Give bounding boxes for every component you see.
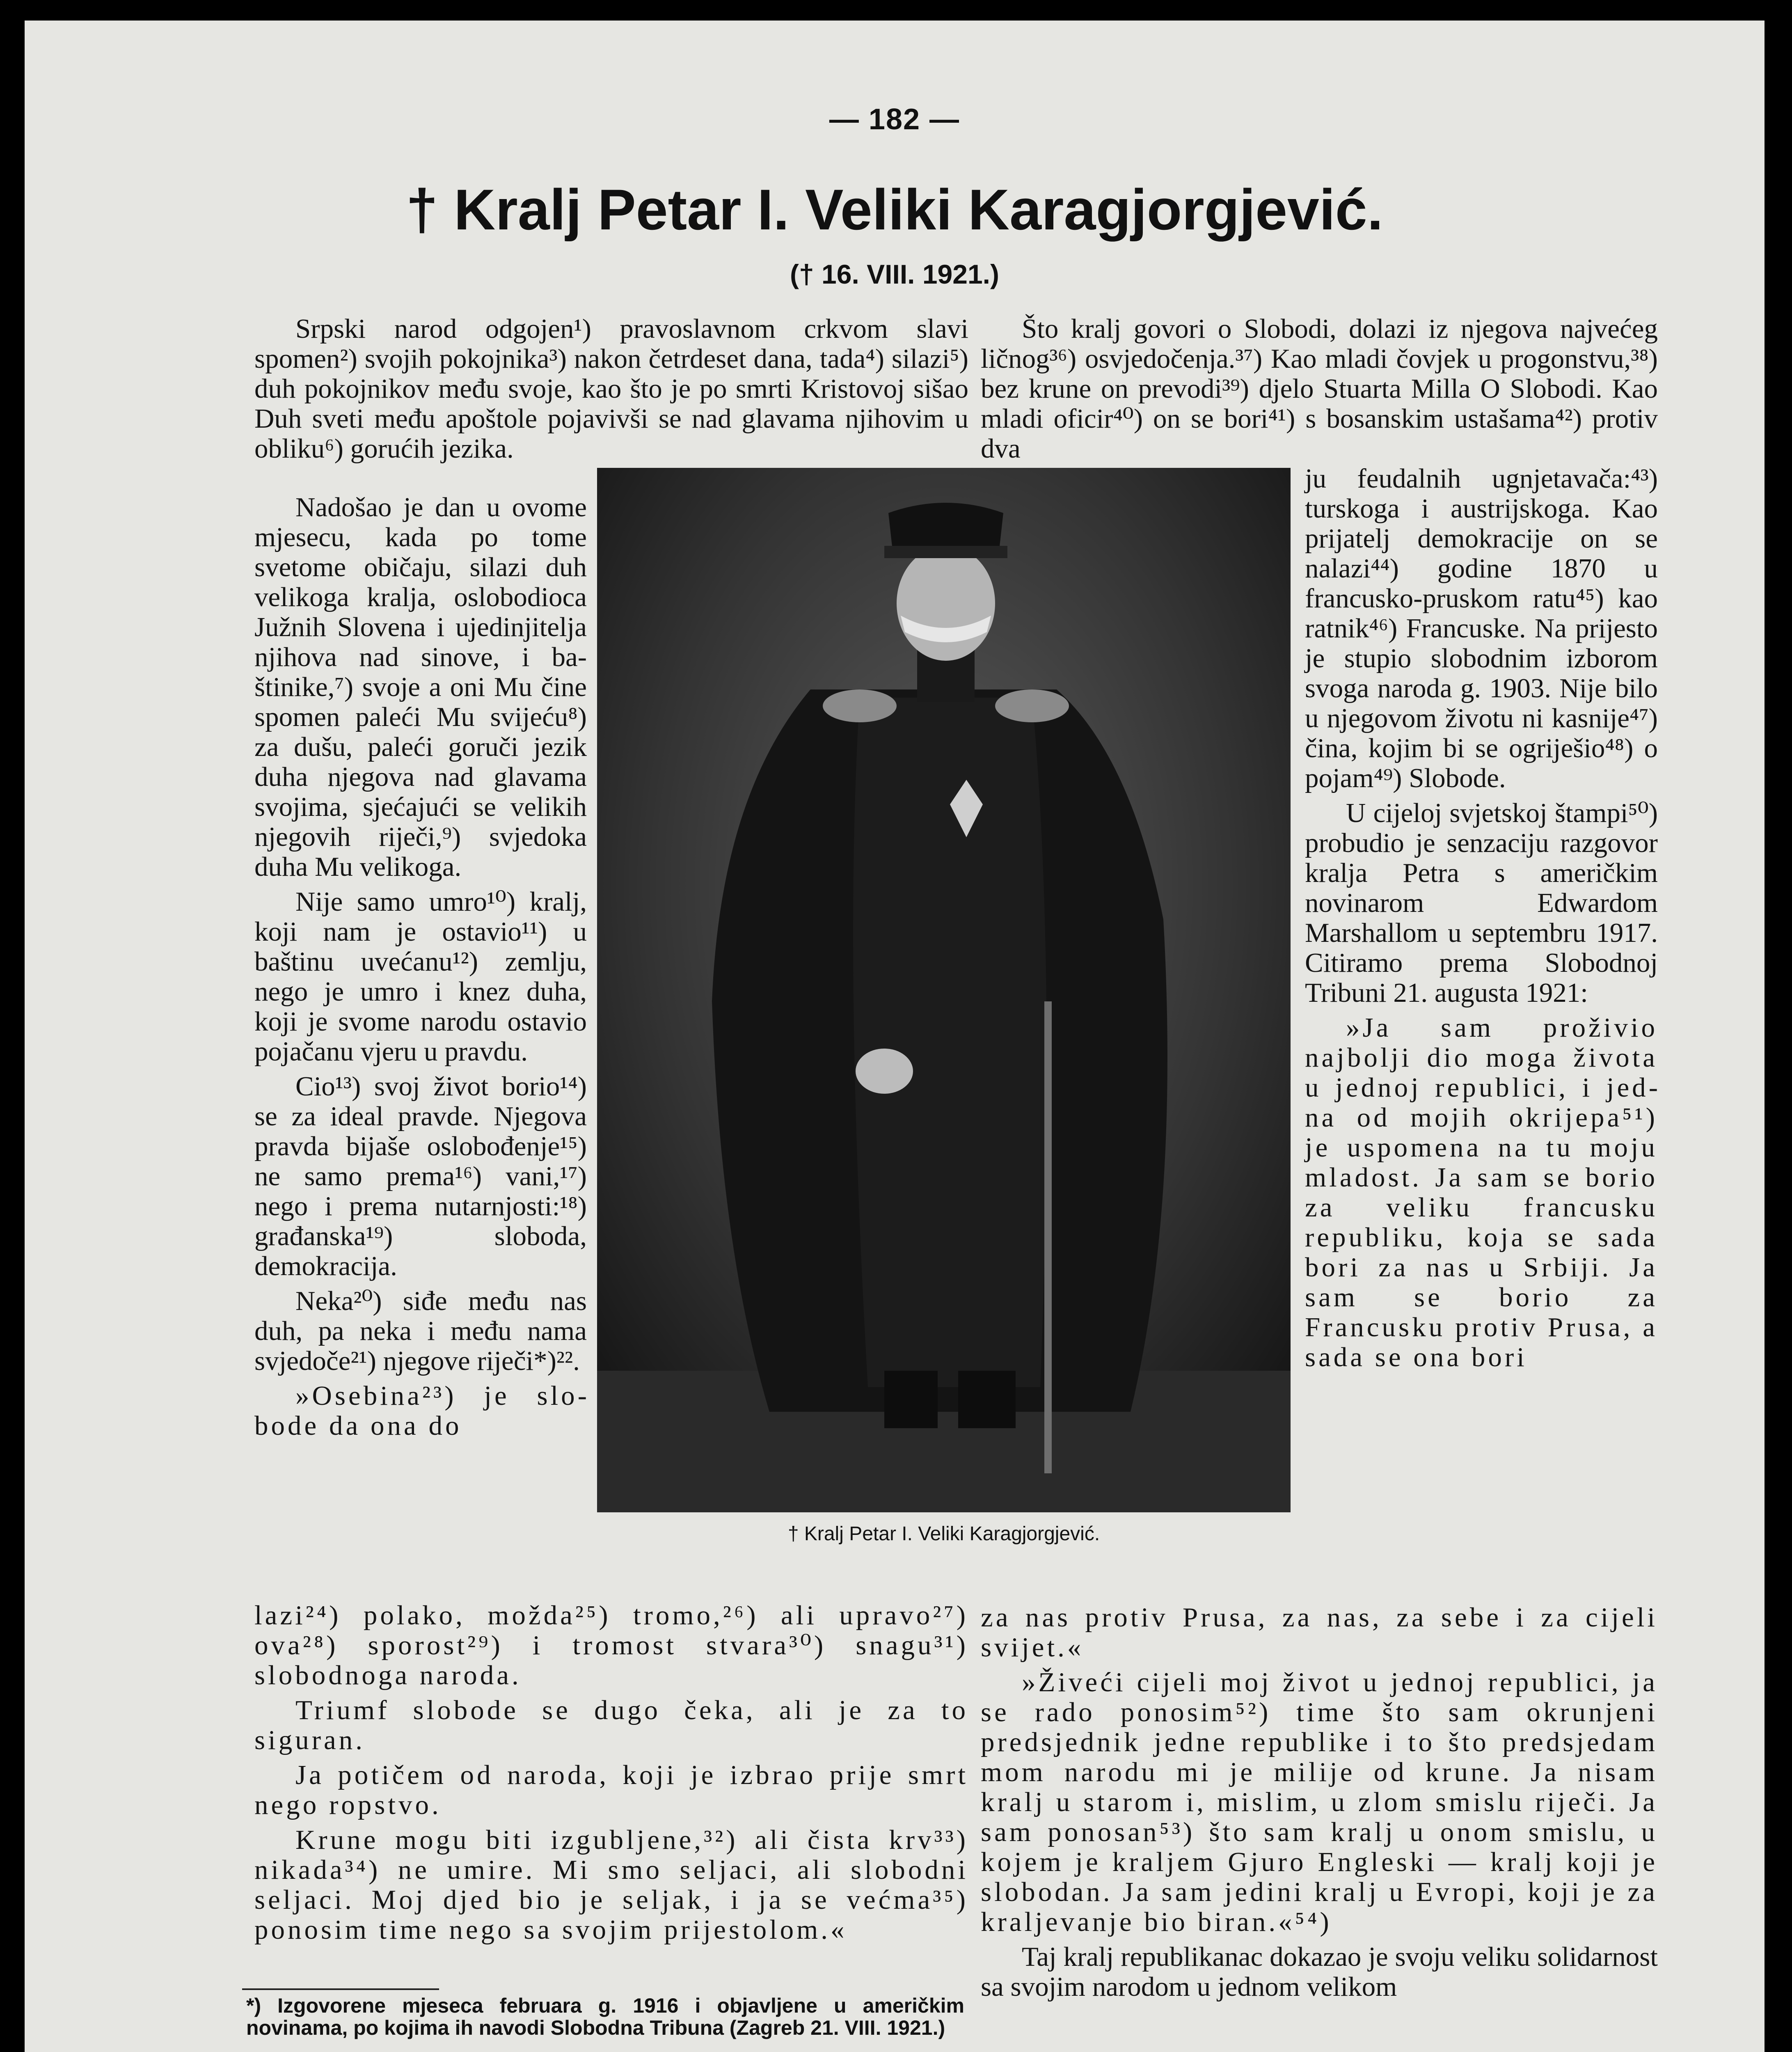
- footnote: *) Izgovorene mjeseca februara g. 1916 i objavljene u američkim novinama, po kojima ih navodi Slobodna Tribuna (Zagreb 21. VIII. 1921.): [246, 1994, 964, 2039]
- portrait-figure-icon: [597, 468, 1291, 1512]
- paragraph: »Ja sam proživio najbolji dio moga života u jednoj republici, i jedna od mojih okrijepa⁵¹) je uspomena na tu moju mladost. Ja sam se borio za veliku francusku republiku, koja se sada bori za nas u Srbiji. Ja sam se borio za Francusku protiv Prusa, a sada se ona bori: [1305, 1012, 1658, 1372]
- article-title: † Kralj Petar I. Veliki Karagjorgjević.: [406, 177, 1383, 242]
- paragraph: Srpski narod odgojen¹) pravoslavnom crkvom slavi spomen²) svojih pokojnika³) nakon četrdeset dana, tada⁴) silazi⁵) duh pokojnikov među svoje, kao što je po smrti Kristovoj sišao Duh sveti među apoštole pojavivši se nad glavama njihovim u obliku⁶) gorućih jezika.: [254, 314, 968, 464]
- paragraph: Nije samo umro¹⁰) kralj, koji nam je ostavio¹¹) u baštinu uvećanu¹²) zemlju, nego je umro i knez duha, koji je svome narodu ostavio pojačanu vjeru u pravdu.: [254, 886, 587, 1067]
- paragraph: ju feudalnih ugnjetavača:⁴³) turskoga i austrijskoga. Kao prijatelj demokracije on se nalazi⁴⁴) godine 1870 u francusko-pruskom ratu⁴⁵) kao ratnik⁴⁶) Francuske. Na prijesto je stupio slobodnim izborom svoga naroda g. 1903. Nije bilo u njegovom životu ni kasnije⁴⁷) čina, kojim bi se ogriješio⁴⁸) o pojam⁴⁹) Slobode.: [1305, 463, 1658, 793]
- right-column-narrow: [1305, 464, 1658, 1372]
- left-column-narrow: [254, 492, 587, 1441]
- paragraph: Što kralj govori o Slobodi, dolazi iz njegova najvećeg ličnog³⁶) osvjedočenja.³⁷) Kao mladi čovjek u progonstvu,³⁸) bez krune on prevodi³⁹) djelo Stuarta Milla O Slobodi. Kao mladi oficir⁴⁰) on se bori⁴¹) s bosanskim ustašama⁴²) protiv dva: [981, 314, 1658, 464]
- paragraph: lazi²⁴) polako, možda²⁵) tromo,²⁶) ali upravo²⁷) ova²⁸) sporost²⁹) i tromost stvara³⁰) snagu³¹) slobodnoga naroda.: [254, 1600, 968, 1690]
- page-number: — 182 —: [829, 103, 960, 136]
- paragraph: Cio¹³) svoj život borio¹⁴) se za ideal pravde. Njegova pravda bijaše oslobođenje¹⁵) ne samo prema¹⁶) vani,¹⁷) nego i prema nutarnjosti:¹⁸) građanska¹⁹) sloboda, demokracija.: [254, 1071, 587, 1281]
- right-column-top: [981, 314, 1658, 464]
- photo-caption: † Kralj Petar I. Veliki Karagjorgjević.: [787, 1523, 1100, 1545]
- paragraph: »Osebina²³) je slobode da ona do: [254, 1381, 587, 1441]
- left-column-bottom: [254, 1601, 968, 1945]
- paragraph: U cijeloj svjetskoj štampi⁵⁰) probudio je senzaciju razgovor kralja Petra s američkim novinarom Edwardom Marshallom u septembru 1917. Citiramo prema Slobodnoj Tribuni 21. augusta 1921:: [1305, 798, 1658, 1008]
- paragraph: Krune mogu biti izgubljene,³²) ali čista krv³³) nikada³⁴) ne umire. Mi smo seljaci, ali slobodni seljaci. Moj djed bio je seljak, i ja se većma³⁵) ponosim time nego sa svojim prijestolom.«: [254, 1825, 968, 1945]
- paragraph: za nas protiv Prusa, za nas, za sebe i za cijeli svijet.«: [981, 1602, 1658, 1663]
- king-portrait-photo: [597, 468, 1291, 1512]
- article-subtitle: († 16. VIII. 1921.): [790, 259, 999, 289]
- paragraph: Ja potičem od naroda, koji je izbrao prije smrt nego ropstvo.: [254, 1760, 968, 1820]
- paragraph: Nadošao je dan u ovome mjesecu, kada po tome svetome običaju, silazi duh velikoga kralja, oslobodioca Južnih Slovena i ujedinjitelja njihova nad sinove, i baštinike,⁷) svoje a oni Mu čine spomen paleći Mu svijeću⁸) za dušu, paleći goruči jezik duha njegova nad glavama svojima, sjećajući se velikih njegovih riječi,⁹) svjedoka duha Mu velikoga.: [254, 492, 587, 882]
- paragraph: Taj kralj republikanac dokazao je svoju veliku solidarnost sa svojim narodom u jednom velikom: [981, 1942, 1658, 2002]
- paragraph: Neka²⁰) siđe među nas duh, pa neka i među nama svjedoče²¹) njegove riječi*)²².: [254, 1286, 587, 1376]
- paragraph: »Živeći cijeli moj život u jednoj republici, ja se rado ponosim⁵²) time što sam okrunjeni predsjednik jedne republike i to što predsjedam mom narodu mi je milije od krune. Ja nisam kralj u starom i, mislim, u zlom smislu riječi. Ja sam ponosan⁵³) što sam kralj u onom smislu, u kojem je kraljem Gjuro Engleski — kralj koji je slobodan. Ja sam jedini kralj u Evropi, koji je za kraljevanje bio biran.«⁵⁴): [981, 1667, 1658, 1937]
- magazine-page: [25, 21, 1765, 2052]
- paragraph: Triumf slobode se dugo čeka, ali je za to siguran.: [254, 1695, 968, 1755]
- footnote-divider: [242, 1988, 439, 1990]
- right-column-bottom: [981, 1603, 1658, 2002]
- left-column-top: [254, 314, 968, 464]
